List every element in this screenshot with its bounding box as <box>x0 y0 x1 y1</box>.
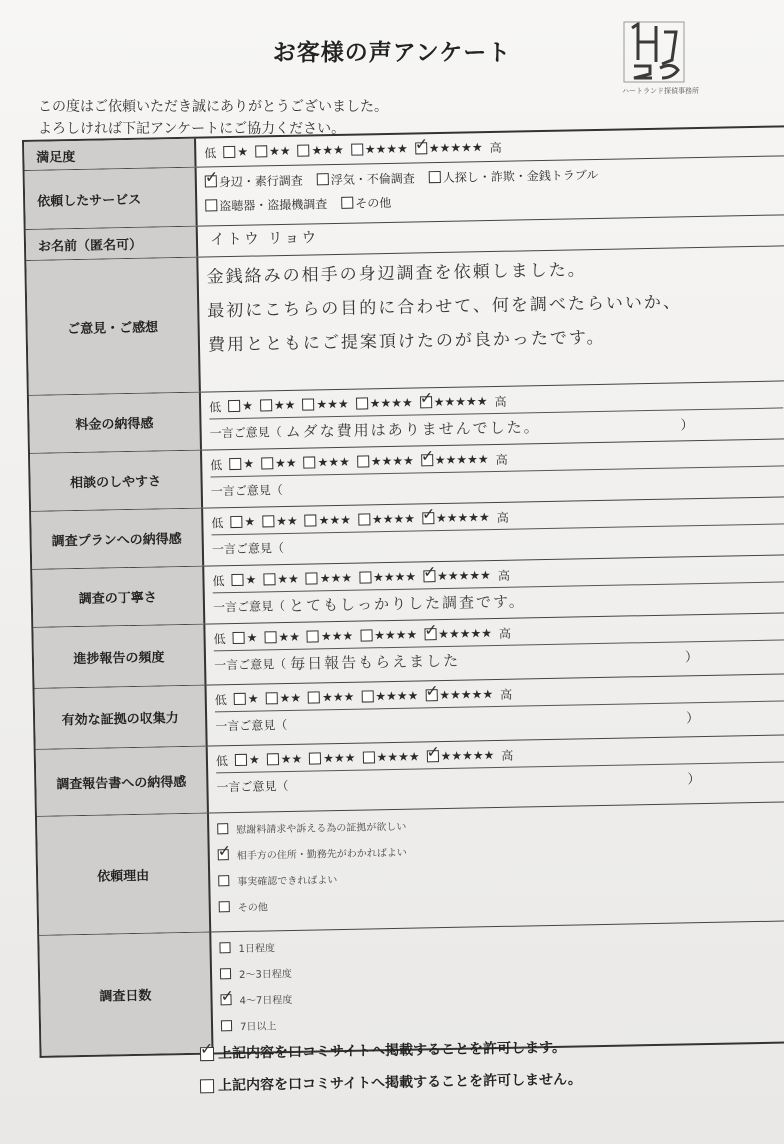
name-value: イトウ リョウ <box>209 228 319 249</box>
rating-checkbox-5[interactable] <box>421 454 433 466</box>
days-text-3: 4～7日程度 <box>239 994 293 1007</box>
star-icon: ★★★★★ <box>436 568 491 584</box>
star-icon: ★★ <box>274 455 297 471</box>
opinion-cell[interactable] <box>198 246 784 391</box>
star-icon: ★★★★ <box>364 141 408 157</box>
rating-checkbox-2[interactable] <box>260 399 272 411</box>
rating-option-4[interactable] <box>362 749 419 764</box>
opinion-line-3: 費用とともにご提案頂けたのが良かったです。 <box>207 327 606 356</box>
rating-option-5[interactable] <box>415 140 483 155</box>
days-checkbox-4[interactable] <box>221 1020 232 1031</box>
comment-label: 一言ご意見（ <box>213 656 287 672</box>
star-icon: ★ <box>237 144 249 159</box>
rating-option-5[interactable] <box>421 452 489 467</box>
rating-checkbox-3[interactable] <box>305 514 317 526</box>
intro-line-2: よろしければ下記アンケートにご協力ください。 <box>38 121 346 137</box>
row-opinion <box>26 246 784 396</box>
star-icon: ★★★★★ <box>433 394 488 410</box>
opinion-line-1: 金銭絡みの相手の身辺調査を依頼しました。 <box>206 260 587 288</box>
rating-checkbox-3[interactable] <box>309 752 321 764</box>
scale-low-label: 低 <box>215 753 229 768</box>
star-icon: ★★★★★ <box>435 510 490 526</box>
scale-low-label: 低 <box>211 515 224 530</box>
comment-close: ） <box>684 649 699 665</box>
rating-option-2[interactable] <box>261 456 297 471</box>
comment-close: ） <box>680 417 694 433</box>
rating-checkbox-4[interactable] <box>362 751 374 763</box>
star-icon: ★★★★ <box>376 749 420 765</box>
label-rating-price: 料金の納得感 <box>29 393 202 453</box>
row-reason <box>37 802 784 936</box>
scale-high-label: 高 <box>495 452 508 467</box>
service-text-affair: 浮気・不倫調査 <box>330 170 415 187</box>
service-text-search: 人探し・詐欺・金銭トラブル <box>442 167 599 185</box>
rating-option-4[interactable] <box>357 454 414 469</box>
scale-high-label: 高 <box>500 687 513 702</box>
rating-checkbox-4[interactable] <box>361 690 373 702</box>
rating-option-3[interactable] <box>297 143 344 158</box>
label-opinion: ご意見・ご感想 <box>26 258 201 395</box>
scale-high-label: 高 <box>497 568 511 583</box>
rating-checkbox-5[interactable] <box>426 750 438 762</box>
rating-checkbox-2[interactable] <box>267 753 279 765</box>
rating-option-1[interactable] <box>235 753 260 767</box>
rating-option-4[interactable] <box>359 570 416 585</box>
star-icon: ★★★★★ <box>434 452 489 468</box>
reason-checkbox-address[interactable] <box>218 849 229 860</box>
comment-close: ） <box>686 710 700 726</box>
rating-checkbox-2[interactable] <box>264 631 276 643</box>
service-checkbox-personal[interactable] <box>205 175 217 187</box>
star-icon: ★ <box>246 630 258 645</box>
scale-low-label: 低 <box>214 692 227 707</box>
scale-low-label: 低 <box>209 399 222 414</box>
star-icon: ★ <box>244 514 256 529</box>
reason-text-confirm: 事実確認できればよい <box>237 874 338 888</box>
star-icon: ★★★ <box>323 750 356 766</box>
rating-checkbox-1[interactable] <box>231 574 243 586</box>
rating-checkbox-4[interactable] <box>359 571 371 583</box>
star-icon: ★ <box>247 691 259 706</box>
rating-checkbox-1[interactable] <box>228 400 240 412</box>
rating-report-cell <box>208 735 784 812</box>
scale-high-label: 高 <box>494 394 507 409</box>
rating-option-2[interactable] <box>265 691 301 706</box>
rating-checkbox-3[interactable] <box>306 572 318 584</box>
reason-text-address: 相手方の住所・勤務先がわかればよい <box>236 847 407 862</box>
rating-checkbox-2[interactable] <box>265 692 277 704</box>
comment-label: 一言ご意見（ <box>215 717 288 733</box>
days-checkbox-3[interactable] <box>220 994 231 1005</box>
rating-option-2[interactable] <box>267 752 303 767</box>
rating-checkbox-3[interactable] <box>303 456 315 468</box>
rating-option-1[interactable] <box>229 457 254 471</box>
page-title: お客様の声アンケート <box>272 40 512 66</box>
service-option-other[interactable] <box>341 193 391 211</box>
star-icon: ★★★ <box>316 396 349 412</box>
star-icon: ★★ <box>278 629 301 645</box>
rating-consult-cell <box>202 439 784 507</box>
scale-low-label: 低 <box>213 631 226 646</box>
reason-checkbox-other[interactable] <box>219 901 230 912</box>
rating-checkbox-1[interactable] <box>233 632 245 644</box>
service-cell <box>197 156 784 225</box>
rating-checkbox-5[interactable] <box>422 512 434 524</box>
rating-option-2[interactable] <box>263 572 299 587</box>
rating-option-4[interactable] <box>356 396 413 411</box>
rating-option-3[interactable] <box>302 397 349 412</box>
rating-option-5[interactable] <box>423 568 491 583</box>
rating-checkbox-4[interactable] <box>358 513 370 525</box>
rating-care-comment-text: とてもしっかりした調査です。 <box>288 591 526 615</box>
star-icon: ★★★ <box>318 512 352 528</box>
comment-label: 一言ご意見（ <box>216 778 289 794</box>
rating-checkbox-4[interactable] <box>351 143 363 155</box>
rating-option-2[interactable] <box>264 630 300 645</box>
reason-text-other: その他 <box>237 901 268 914</box>
star-icon: ★ <box>243 456 255 471</box>
rating-option-4[interactable] <box>351 142 408 157</box>
label-rating-evidence: 有効な証拠の収集力 <box>35 686 208 749</box>
label-reason: 依頼理由 <box>37 814 211 935</box>
rating-option-2[interactable] <box>262 514 298 529</box>
rating-option-1[interactable] <box>223 145 248 159</box>
star-icon: ★★★ <box>320 628 354 644</box>
label-name: お名前（匿名可） <box>26 227 199 260</box>
scale-high-label: 高 <box>498 626 512 641</box>
service-text-other: その他 <box>355 195 392 211</box>
rating-checkbox-1[interactable] <box>230 516 242 528</box>
star-icon: ★★★★★ <box>440 748 495 764</box>
star-icon: ★★★★ <box>375 688 419 704</box>
comment-label: 一言ご意見（ <box>212 598 286 614</box>
star-icon: ★★★★★ <box>438 626 493 642</box>
rating-checkbox-1[interactable] <box>234 693 246 705</box>
rating-option-5[interactable] <box>426 748 494 763</box>
rating-option-1[interactable] <box>230 515 255 529</box>
rating-price-cell <box>201 381 784 449</box>
rating-checkbox-2[interactable] <box>263 573 275 585</box>
label-rating-report: 調査報告書への納得感 <box>36 747 209 816</box>
days-text-4: 7日以上 <box>239 1020 277 1033</box>
rating-option-2[interactable] <box>255 144 291 159</box>
rating-option-5[interactable] <box>424 626 492 641</box>
service-checkbox-search[interactable] <box>429 171 441 183</box>
rating-checkbox-1[interactable] <box>223 146 235 158</box>
reason-cell <box>209 802 784 931</box>
reason-text-evidence: 慰謝料請求や訴える為の証拠が欲しい <box>236 821 407 836</box>
star-icon: ★★★★ <box>374 627 418 643</box>
rating-option-3[interactable] <box>306 571 353 586</box>
rating-price-comment-text: ムダな費用はありませんでした。 <box>285 417 541 441</box>
service-checkbox-bug[interactable] <box>205 199 217 211</box>
rating-checkbox-4[interactable] <box>360 629 372 641</box>
rating-option-1[interactable] <box>228 399 253 413</box>
row-days <box>39 921 784 1056</box>
star-icon: ★★★★ <box>370 453 414 469</box>
service-option-affair[interactable] <box>317 169 415 188</box>
label-rating-plan: 調査プランへの納得感 <box>31 509 204 569</box>
star-icon: ★★★ <box>321 689 355 705</box>
comment-close: ） <box>687 771 701 787</box>
rating-checkbox-4[interactable] <box>356 397 368 409</box>
rating-checkbox-5[interactable] <box>425 689 437 701</box>
company-logo <box>622 20 702 94</box>
rating-plan-cell <box>203 497 784 565</box>
star-icon: ★★★★ <box>371 511 416 527</box>
comment-label: 一言ご意見（ <box>211 540 285 556</box>
star-icon: ★★ <box>276 513 298 529</box>
service-option-bug[interactable] <box>205 195 327 214</box>
star-icon: ★ <box>242 398 254 413</box>
service-option-search[interactable] <box>429 165 599 185</box>
rating-option-5[interactable] <box>422 510 490 525</box>
permission-deny[interactable] <box>200 1069 582 1096</box>
rating-checkbox-1[interactable] <box>229 458 241 470</box>
logo-tagline: ハートランド探偵事務所 <box>622 87 699 95</box>
star-icon: ★★ <box>279 690 302 706</box>
star-icon: ★★★★★ <box>439 687 494 703</box>
label-service: 依頼したサービス <box>25 168 198 229</box>
days-text-2: 2～3日程度 <box>238 968 292 981</box>
rating-evidence-cell <box>207 674 784 745</box>
star-icon: ★★★ <box>317 454 350 470</box>
star-icon: ★ <box>245 572 257 587</box>
service-checkbox-affair[interactable] <box>317 173 329 185</box>
days-checkbox-2[interactable] <box>220 968 231 979</box>
star-icon: ★★★ <box>319 570 353 586</box>
permission-deny-text: 上記内容を口コミサイトへ掲載することを許可しません。 <box>217 1071 582 1095</box>
reason-checkbox-evidence[interactable] <box>217 823 228 834</box>
scale-low-label: 低 <box>204 145 217 161</box>
service-text-bug: 盗聴器・盗撮機調査 <box>219 196 328 213</box>
star-icon: ★★★ <box>311 142 344 158</box>
rating-checkbox-2[interactable] <box>262 515 274 527</box>
rating-option-3[interactable] <box>305 513 352 528</box>
rating-option-3[interactable] <box>307 629 354 644</box>
rating-care-cell <box>204 555 784 623</box>
rating-checkbox-5[interactable] <box>423 570 435 582</box>
label-satisfaction: 満足度 <box>24 139 197 170</box>
service-text-personal: 身辺・素行調査 <box>218 173 303 189</box>
intro-line-1: この度はご依頼いただき誠にありがとうございました。 <box>38 99 388 115</box>
scale-high-label: 高 <box>496 510 509 525</box>
reason-checkbox-confirm[interactable] <box>218 875 229 886</box>
opinion-line-2: 最初にこちらの目的に合わせて、何を調べたらいいか、 <box>207 292 683 322</box>
rating-option-2[interactable] <box>260 398 296 413</box>
label-rating-care: 調査の丁寧さ <box>32 567 205 627</box>
rating-checkbox-3[interactable] <box>307 630 319 642</box>
rating-option-3[interactable] <box>308 690 355 705</box>
permission-allow-text: 上記内容を口コミサイトへ掲載することを許可します。 <box>217 1039 567 1062</box>
rating-checkbox-5[interactable] <box>424 628 436 640</box>
star-icon: ★★★★ <box>369 395 413 411</box>
permission-allow-checkbox[interactable] <box>200 1047 214 1061</box>
rating-checkbox-5[interactable] <box>420 396 432 408</box>
days-cell <box>211 921 784 1052</box>
rating-option-5[interactable] <box>425 687 493 702</box>
rating-checkbox-2[interactable] <box>261 457 273 469</box>
star-icon: ★ <box>248 752 260 767</box>
days-checkbox-1[interactable] <box>219 942 230 953</box>
rating-option-3[interactable] <box>309 751 356 766</box>
comment-label: 一言ご意見（ <box>209 424 282 440</box>
rating-option-4[interactable] <box>361 688 418 703</box>
days-text-1: 1日程度 <box>238 942 276 955</box>
service-checkbox-other[interactable] <box>341 197 353 209</box>
label-rating-report-freq: 進捗報告の頻度 <box>33 625 206 688</box>
label-days: 調査日数 <box>39 933 213 1056</box>
rating-checkbox-3[interactable] <box>308 691 320 703</box>
rating-option-1[interactable] <box>231 573 256 587</box>
star-icon: ★★ <box>273 397 296 413</box>
rating-option-4[interactable] <box>358 512 415 527</box>
rating-checkbox-4[interactable] <box>357 455 369 467</box>
star-icon: ★★ <box>280 751 303 767</box>
rating-checkbox-1[interactable] <box>235 754 247 766</box>
logo-mark-icon <box>622 20 702 86</box>
permission-deny-checkbox[interactable] <box>200 1079 214 1093</box>
rating-option-1[interactable] <box>232 631 257 645</box>
scale-high-label: 高 <box>489 140 502 155</box>
star-icon: ★★★★ <box>372 569 417 585</box>
rating-report-freq-cell <box>205 613 784 684</box>
star-icon: ★★ <box>277 571 299 587</box>
service-option-personal[interactable] <box>205 171 303 190</box>
rating-option-3[interactable] <box>303 455 350 470</box>
scale-low-label: 低 <box>210 457 223 472</box>
rating-checkbox-5[interactable] <box>415 142 427 154</box>
comment-label: 一言ご意見（ <box>210 482 283 498</box>
scale-low-label: 低 <box>212 573 225 588</box>
rating-report-freq-comment-text: 毎日報告もらえました <box>289 651 461 673</box>
rating-checkbox-3[interactable] <box>302 398 314 410</box>
rating-checkbox-3[interactable] <box>297 144 309 156</box>
rating-option-4[interactable] <box>360 628 417 643</box>
survey-form <box>22 125 784 1057</box>
rating-option-1[interactable] <box>234 692 259 706</box>
star-icon: ★★ <box>268 143 291 159</box>
rating-option-5[interactable] <box>420 394 488 409</box>
star-icon: ★★★★★ <box>428 140 483 156</box>
rating-checkbox-2[interactable] <box>255 145 267 157</box>
label-rating-consult: 相談のしやすさ <box>30 451 203 511</box>
scale-high-label: 高 <box>501 748 514 763</box>
